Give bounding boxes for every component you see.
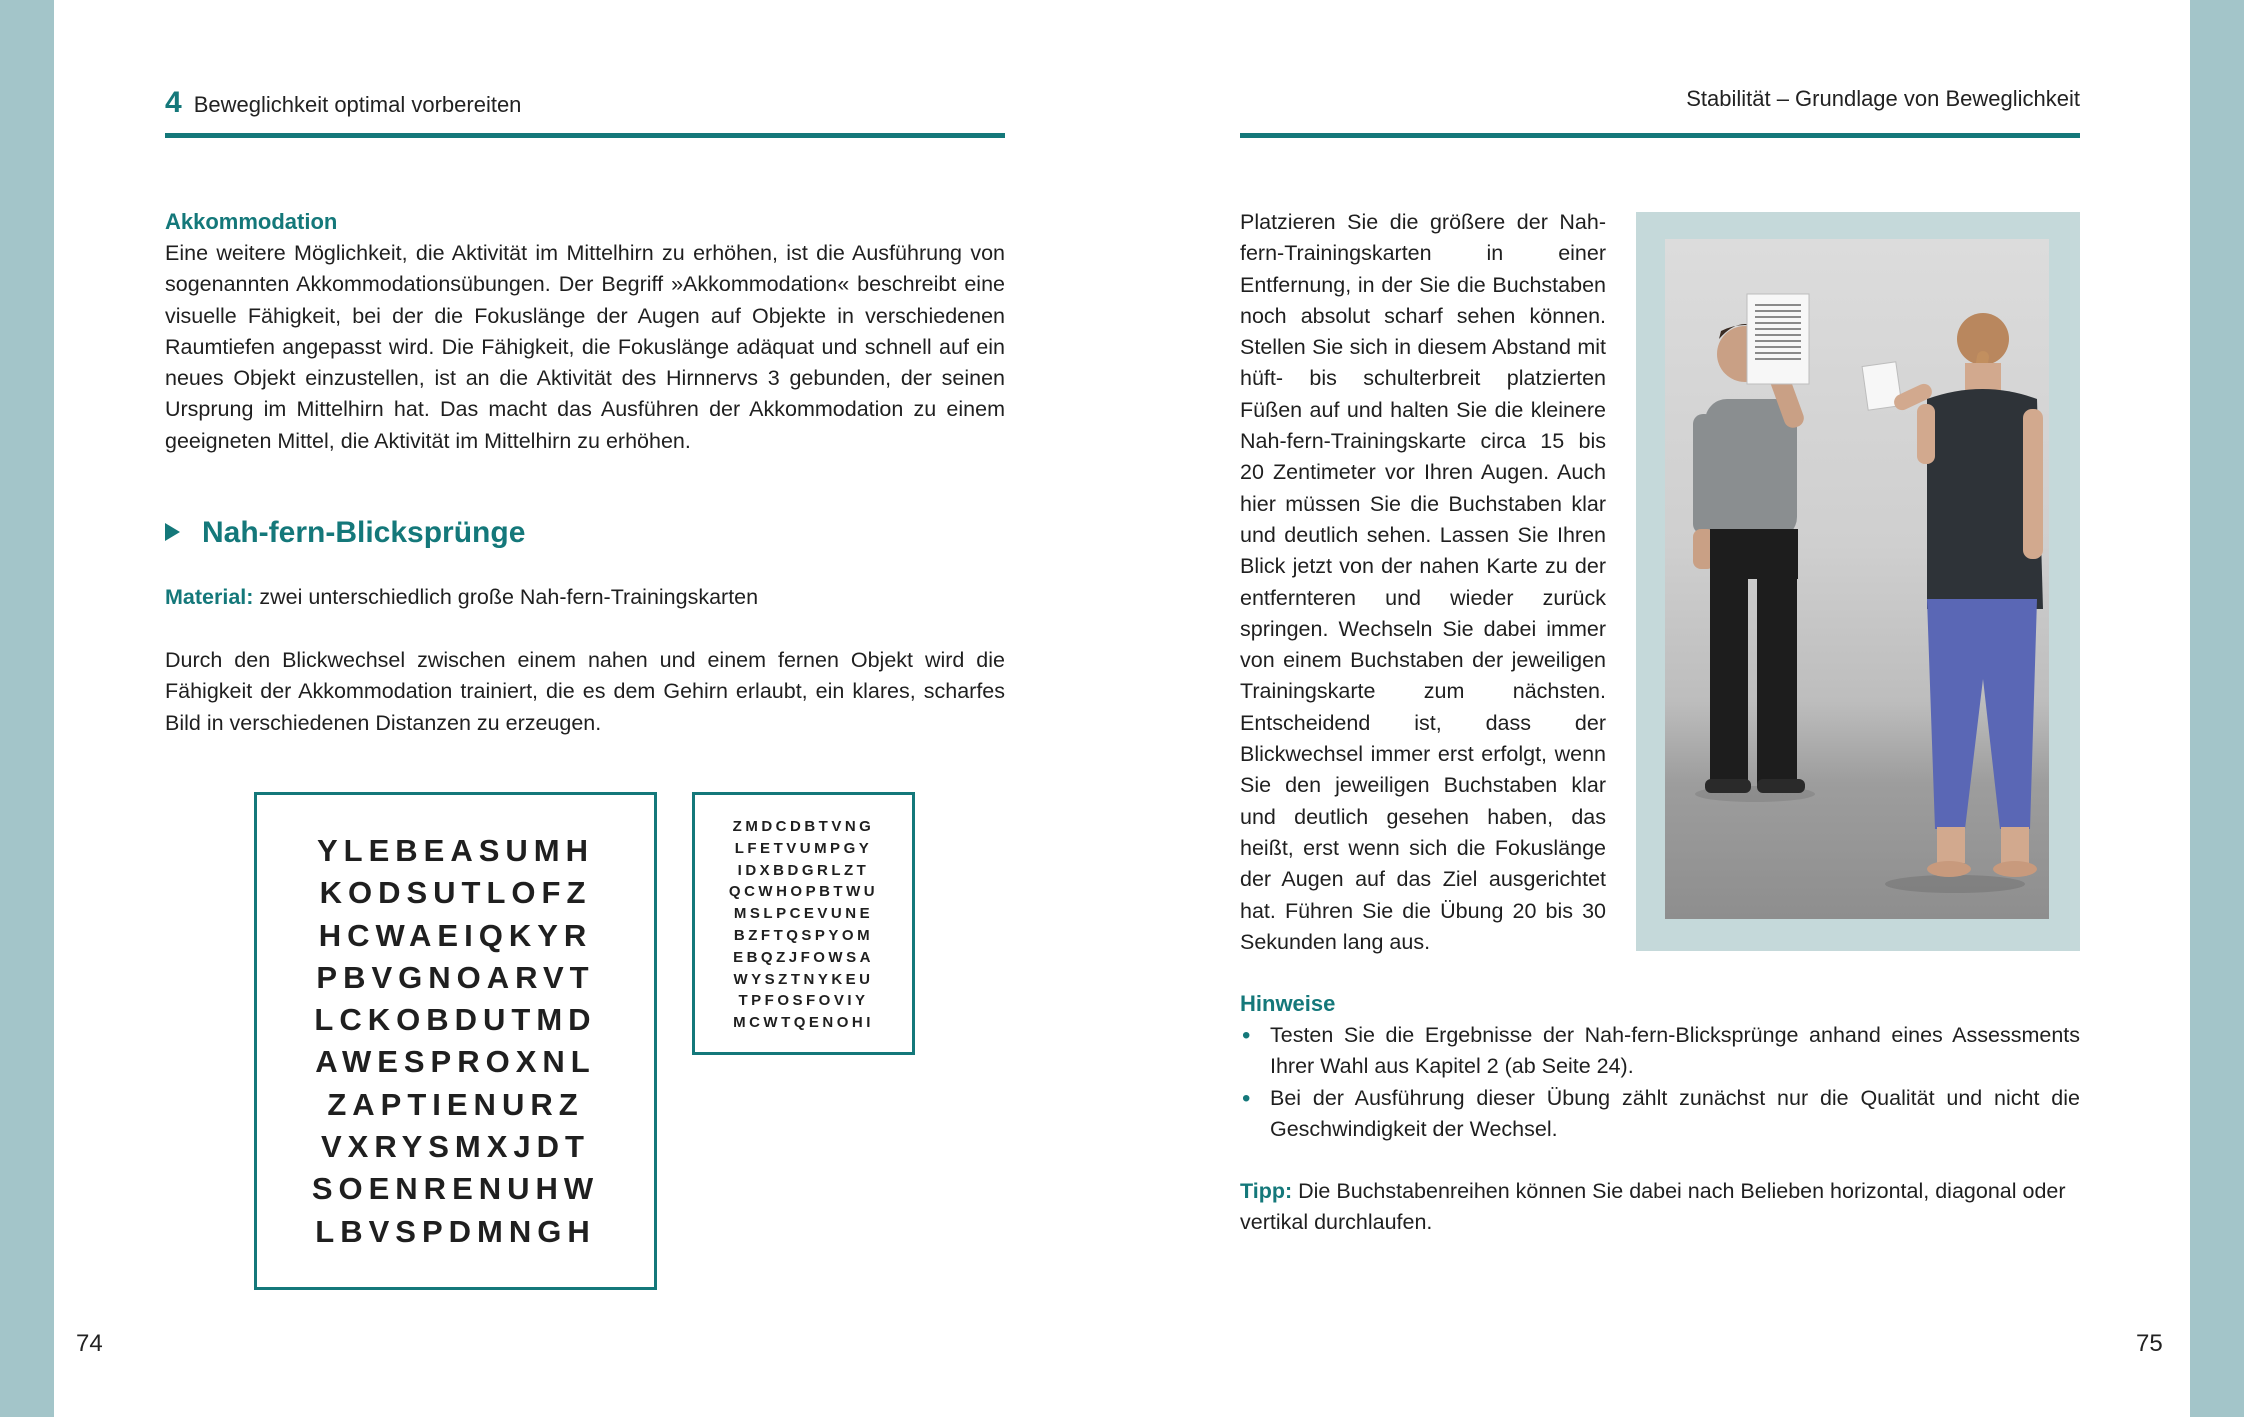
large-chart-row: SOENRENUHW	[311, 1171, 600, 1207]
page-number-right: 75	[2136, 1330, 2163, 1357]
large-chart-row: LBVSPDMNGH	[315, 1213, 596, 1249]
material-line	[165, 582, 1005, 613]
hinweise-item: • Testen Sie die Ergebnisse der Nah-fern-Blicksprünge anhand eines Assessments Ihrer Wahl aus Kapitel 2 (ab Seite 24).	[1240, 1020, 2080, 1083]
small-chart-row: TPFOSFOVIY	[738, 992, 869, 1010]
exercise-description	[165, 645, 1005, 739]
photo-frame	[1636, 212, 2080, 951]
chapter-title: Beweglichkeit optimal vorbereiten	[193, 92, 522, 117]
left-page	[54, 0, 1122, 1417]
exercise-paragraph: Durch den Blickwechsel zwischen einem nahen und einem fernen Objekt wird die Fähigkeit der Akkommodation trainiert, die es dem Gehirn erlaubt, ein klares, scharfes Bild in verschiedenen Distanzen zu erzeugen.	[165, 648, 1005, 735]
woman-figure	[1891, 313, 2043, 877]
hinweise-section	[1240, 988, 2080, 1145]
chapter-number: 4	[165, 86, 182, 119]
running-head-right	[1240, 86, 2080, 138]
page-number-left: 74	[76, 1330, 103, 1357]
small-chart-row: ZMDCDBTVNG	[732, 818, 875, 835]
small-chart-row: MCWTQENOHI	[733, 1014, 874, 1032]
small-chart-row: IDXBDGRLZT	[737, 861, 870, 879]
exercise-illustration	[1665, 239, 2049, 919]
hinweise-list	[1240, 1020, 2080, 1145]
small-chart-row: MSLPCEVUNE	[733, 905, 874, 923]
running-head-left	[165, 86, 1005, 138]
large-chart-row: AWESPROXNL	[315, 1044, 596, 1080]
akkommodation-section	[165, 206, 1005, 457]
large-chart-row: YLEBEASUMH	[316, 833, 594, 868]
akkommodation-heading: Akkommodation	[165, 209, 338, 234]
large-chart-row: LCKOBDUTMD	[314, 1002, 597, 1038]
hinweise-item: • Bei der Ausführung dieser Übung zählt zunächst nur die Qualität und nicht die Geschwindigkeit der Wechsel.	[1240, 1083, 2080, 1146]
right-page	[1122, 0, 2190, 1417]
tipp-section	[1240, 1176, 2080, 1239]
man-figure	[1693, 324, 1806, 793]
instruction-column	[1240, 207, 1606, 958]
large-card	[1747, 294, 1809, 384]
small-chart-row: QCWHOPBTWU	[728, 883, 879, 901]
large-chart-row: VXRYSMXJDT	[320, 1129, 590, 1165]
small-chart-row: WYSZTNYKEU	[733, 970, 874, 988]
small-chart-row: EBQZJFOWSA	[733, 948, 874, 966]
large-chart-row: PBVGNOARVT	[316, 959, 595, 995]
large-chart-row: HCWAEIQKYR	[318, 917, 593, 953]
exercise-title: Nah-fern-Blicksprünge	[202, 516, 526, 549]
large-chart-row: KODSUTLOFZ	[319, 875, 592, 911]
hinweise-heading: Hinweise	[1240, 991, 1336, 1016]
tipp-text: Die Buchstabenreihen können Sie dabei nach Belieben horizontal, diagonal oder vertikal durchlaufen.	[1240, 1179, 2066, 1235]
exercise-title-row	[165, 516, 525, 550]
instruction-paragraph: Platzieren Sie die größere der Nah-fern-Trainingskarten in einer Entfernung, in der Sie die Buchstaben noch absolut scharf sehen können. Stellen Sie sich in diesem Abstand mit hüft- bis schulterbreit platzierten Füßen auf und halten Sie die kleinere Nah-fern-Trainingskarte circa 15 bis 20 Zentimeter vor Ihren Augen. Auch hier müssen Sie die Buchstaben klar und deutlich sehen. Lassen Sie Ihren Blick jetzt von der nahen Karte zu der entfernteren und wieder zurück springen. Wechseln Sie dabei immer von einem Buchstaben der jeweiligen Trainingskarte zum nächsten. Entscheidend ist, dass der Blickwechsel immer erst erfolgt, wenn Sie den jeweiligen Buchstaben klar und deutlich gesehen haben, das heißt, erst wenn sich die Fokuslänge der Augen auf das Ziel ausgerichtet hat. Führen Sie die Übung 20 bis 30 Sekunden lang aus.	[1240, 210, 1606, 954]
akkommodation-paragraph: Eine weitere Möglichkeit, die Aktivität im Mittelhirn zu erhöhen, ist die Ausführung von sogenannten Akkommodationsübungen. Der Begriff »Akkommodation« beschreibt eine visuelle Fähigkeit, bei der die Fokuslänge der Augen auf Objekte in verschiedenen Raumtiefen angepasst wird. Die Fähigkeit, die Fokuslänge adäquat und schnell auf ein neues Objekt einzustellen, ist an die Aktivität des Hirnnervs 3 gebunden, der seinen Ursprung im Mittelhirn hat. Das macht das Ausführen der Akkommodation zu einem geeigneten Mittel, die Aktivität im Mittelhirn zu erhöhen.	[165, 241, 1005, 453]
material-text: zwei unterschiedlich große Nah-fern-Trainingskarten	[253, 585, 759, 609]
exercise-photo	[1665, 239, 2049, 919]
triangle-bullet-icon	[165, 523, 180, 541]
large-letter-chart	[254, 792, 657, 1290]
tipp-label: Tipp:	[1240, 1179, 1293, 1203]
running-head-title: Stabilität – Grundlage von Beweglichkeit	[1686, 86, 2080, 111]
small-chart-row: LFETVUMPGY	[734, 839, 873, 857]
small-letter-chart	[692, 792, 915, 1055]
material-label: Material:	[165, 585, 254, 609]
small-chart-row: BZFTQSPYOM	[733, 926, 874, 944]
large-chart-row: ZAPTIENURZ	[327, 1086, 584, 1122]
